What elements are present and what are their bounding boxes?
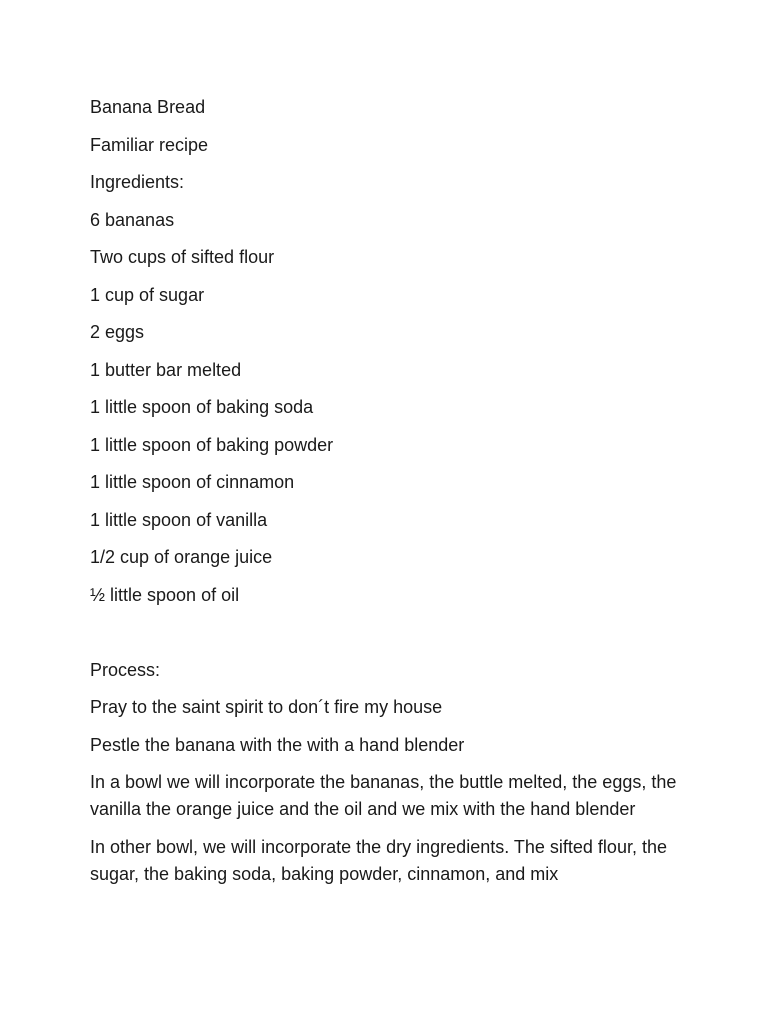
process-step: Pray to the saint spirit to don´t fire my house: [90, 697, 443, 717]
ingredient-item: 2 eggs: [90, 322, 145, 342]
process-step: In other bowl, we will incorporate the dry ingredients. The sifted flour, the sugar, the baking soda, baking powder, cinnamon, and mix: [90, 836, 667, 884]
ingredient-item: Two cups of sifted flour: [90, 247, 275, 267]
ingredient-item: 1 little spoon of baking soda: [90, 397, 314, 417]
ingredients-heading: Ingredients:: [90, 172, 185, 192]
process-step: In a bowl we will incorporate the bananas, the buttle melted, the eggs, the vanilla the orange juice and the oil and we mix with the hand blender: [90, 772, 677, 819]
ingredient-item: 1 butter bar melted: [90, 359, 242, 380]
recipe-subtitle: Familiar recipe: [90, 134, 209, 155]
ingredient-item: 1 little spoon of baking powder: [90, 434, 334, 455]
ingredient-item: 1/2 cup of orange juice: [90, 547, 273, 567]
blank-line: [90, 619, 690, 657]
ingredient-item: 1 cup of sugar: [90, 284, 205, 305]
ingredients-list: [90, 207, 690, 609]
recipe-title: Banana Bread: [90, 97, 206, 117]
process-heading: Process:: [90, 659, 161, 680]
ingredient-item: 6 bananas: [90, 209, 175, 230]
process-step: Pestle the banana with the with a hand blender: [90, 734, 465, 755]
ingredient-item: 1 little spoon of vanilla: [90, 509, 268, 530]
ingredient-item: ½ little spoon of oil: [90, 584, 240, 605]
document-body: [90, 94, 690, 898]
process-steps: [90, 694, 690, 888]
ingredient-item: 1 little spoon of cinnamon: [90, 472, 295, 492]
